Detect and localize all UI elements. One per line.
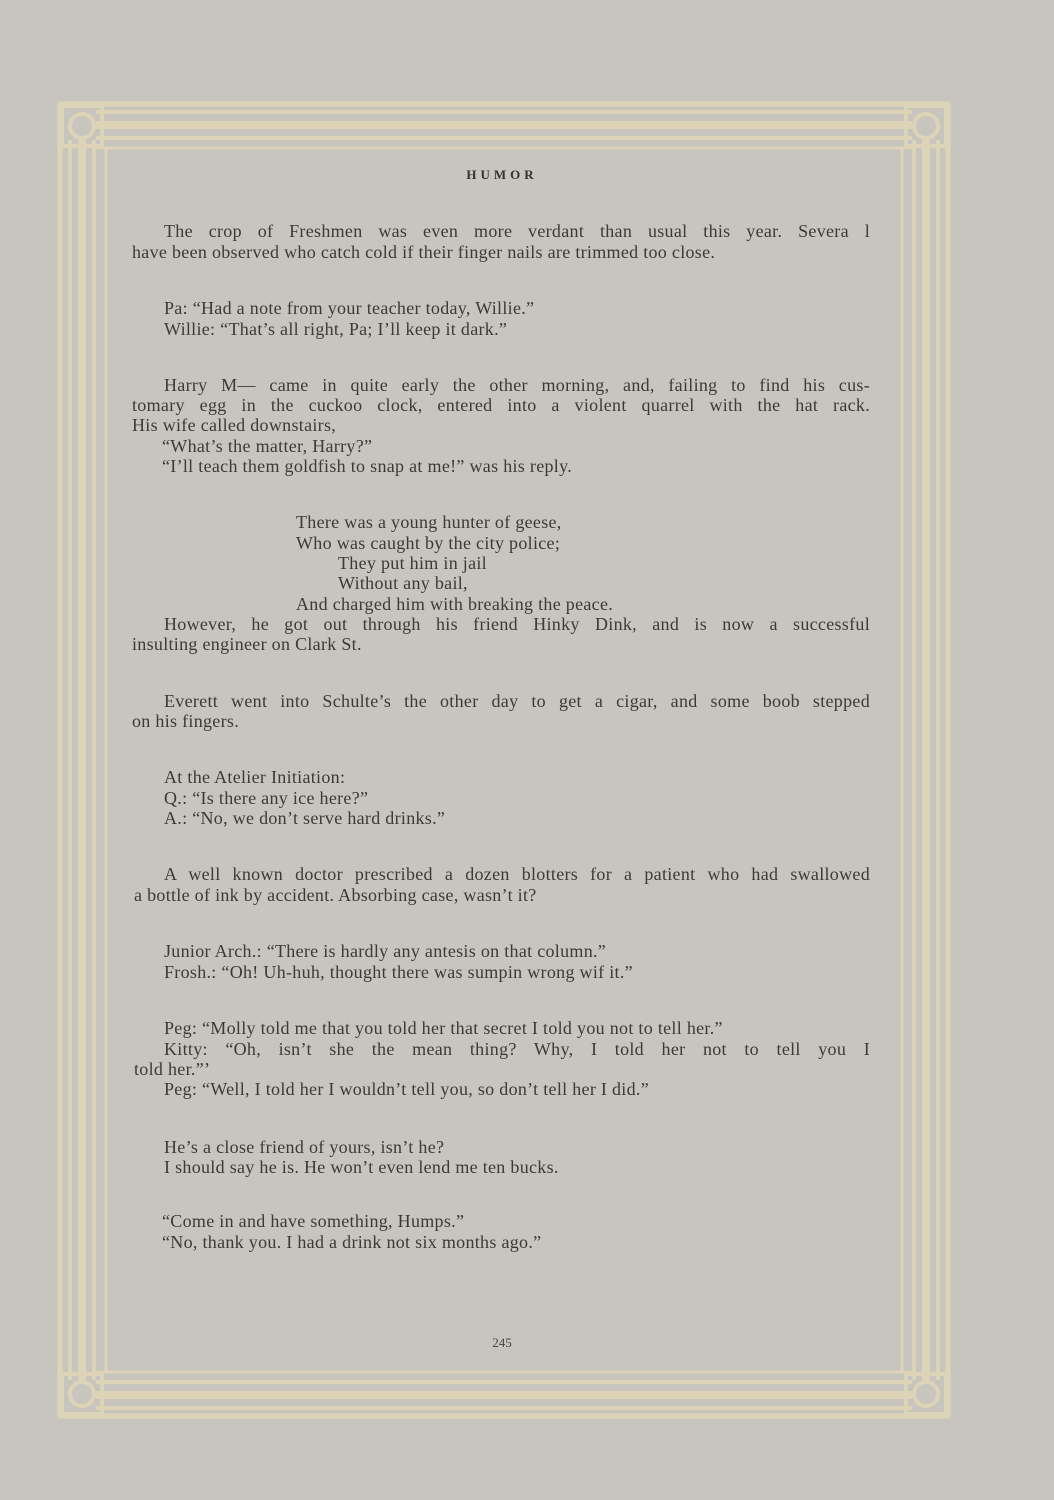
text-line: have been observed who catch cold if their finger nails are trimmed too close. [132,242,716,262]
text-line: on his fingers. [132,711,239,731]
limerick-line: There was a young hunter of geese, [296,512,562,532]
page-number: 245 [492,1335,512,1350]
text-line: “No, thank you. I had a drink not six months ago.” [162,1232,542,1252]
text-line: Pa: “Had a note from your teacher today, Willie.” [164,298,535,318]
running-head: HUMOR [466,167,538,182]
text-line: a bottle of ink by accident. Absorbing case, wasn’t it? [134,885,537,905]
limerick-line: Who was caught by the city police; [296,533,561,553]
text-line: Frosh.: “Oh! Uh-huh, thought there was sumpin wrong wif it.” [164,962,633,982]
text-line: Harry M— came in quite early the other morning, and, failing to find his cus- [164,375,870,395]
text-line: Peg: “Well, I told her I wouldn’t tell you, so don’t tell her I did.” [164,1079,649,1099]
text-line: “Come in and have something, Humps.” [162,1211,465,1231]
text-line: Junior Arch.: “There is hardly any antesis on that column.” [164,941,607,961]
text-line: At the Atelier Initiation: [164,767,346,787]
text-line: A well known doctor prescribed a dozen blotters for a patient who had swallowed [164,864,870,884]
text-line: Everett went into Schulte’s the other day to get a cigar, and some boob stepped [164,691,870,711]
text-line: insulting engineer on Clark St. [132,634,362,654]
text-line: A.: “No, we don’t serve hard drinks.” [164,808,446,828]
text-line: His wife called downstairs, [132,415,337,435]
text-line: Peg: “Molly told me that you told her that secret I told you not to tell her.” [164,1018,723,1038]
text-line: tomary egg in the cuckoo clock, entered into a violent quarrel with the hat rack. [132,395,870,415]
text-line: “I’ll teach them goldfish to snap at me!” was his reply. [162,456,573,476]
text-line: I should say he is. He won’t even lend me ten bucks. [164,1157,559,1177]
text-line: He’s a close friend of yours, isn’t he? [164,1137,445,1157]
limerick-line: They put him in jail [338,553,487,573]
text-line: The crop of Freshmen was even more verdant than usual this year. Severa l [164,221,870,241]
text-line: Kitty: “Oh, isn’t she the mean thing? Why, I told her not to tell you I [164,1039,870,1059]
limerick-line: And charged him with breaking the peace. [296,594,614,614]
text-line: “What’s the matter, Harry?” [162,436,373,456]
text-line: Q.: “Is there any ice here?” [164,788,369,808]
limerick-line: Without any bail, [338,573,468,593]
text-line: However, he got out through his friend Hinky Dink, and is now a successful [164,614,870,634]
text-line: Willie: “That’s all right, Pa; I’ll keep it dark.” [164,319,508,339]
text-line: told her.”’ [134,1059,211,1079]
